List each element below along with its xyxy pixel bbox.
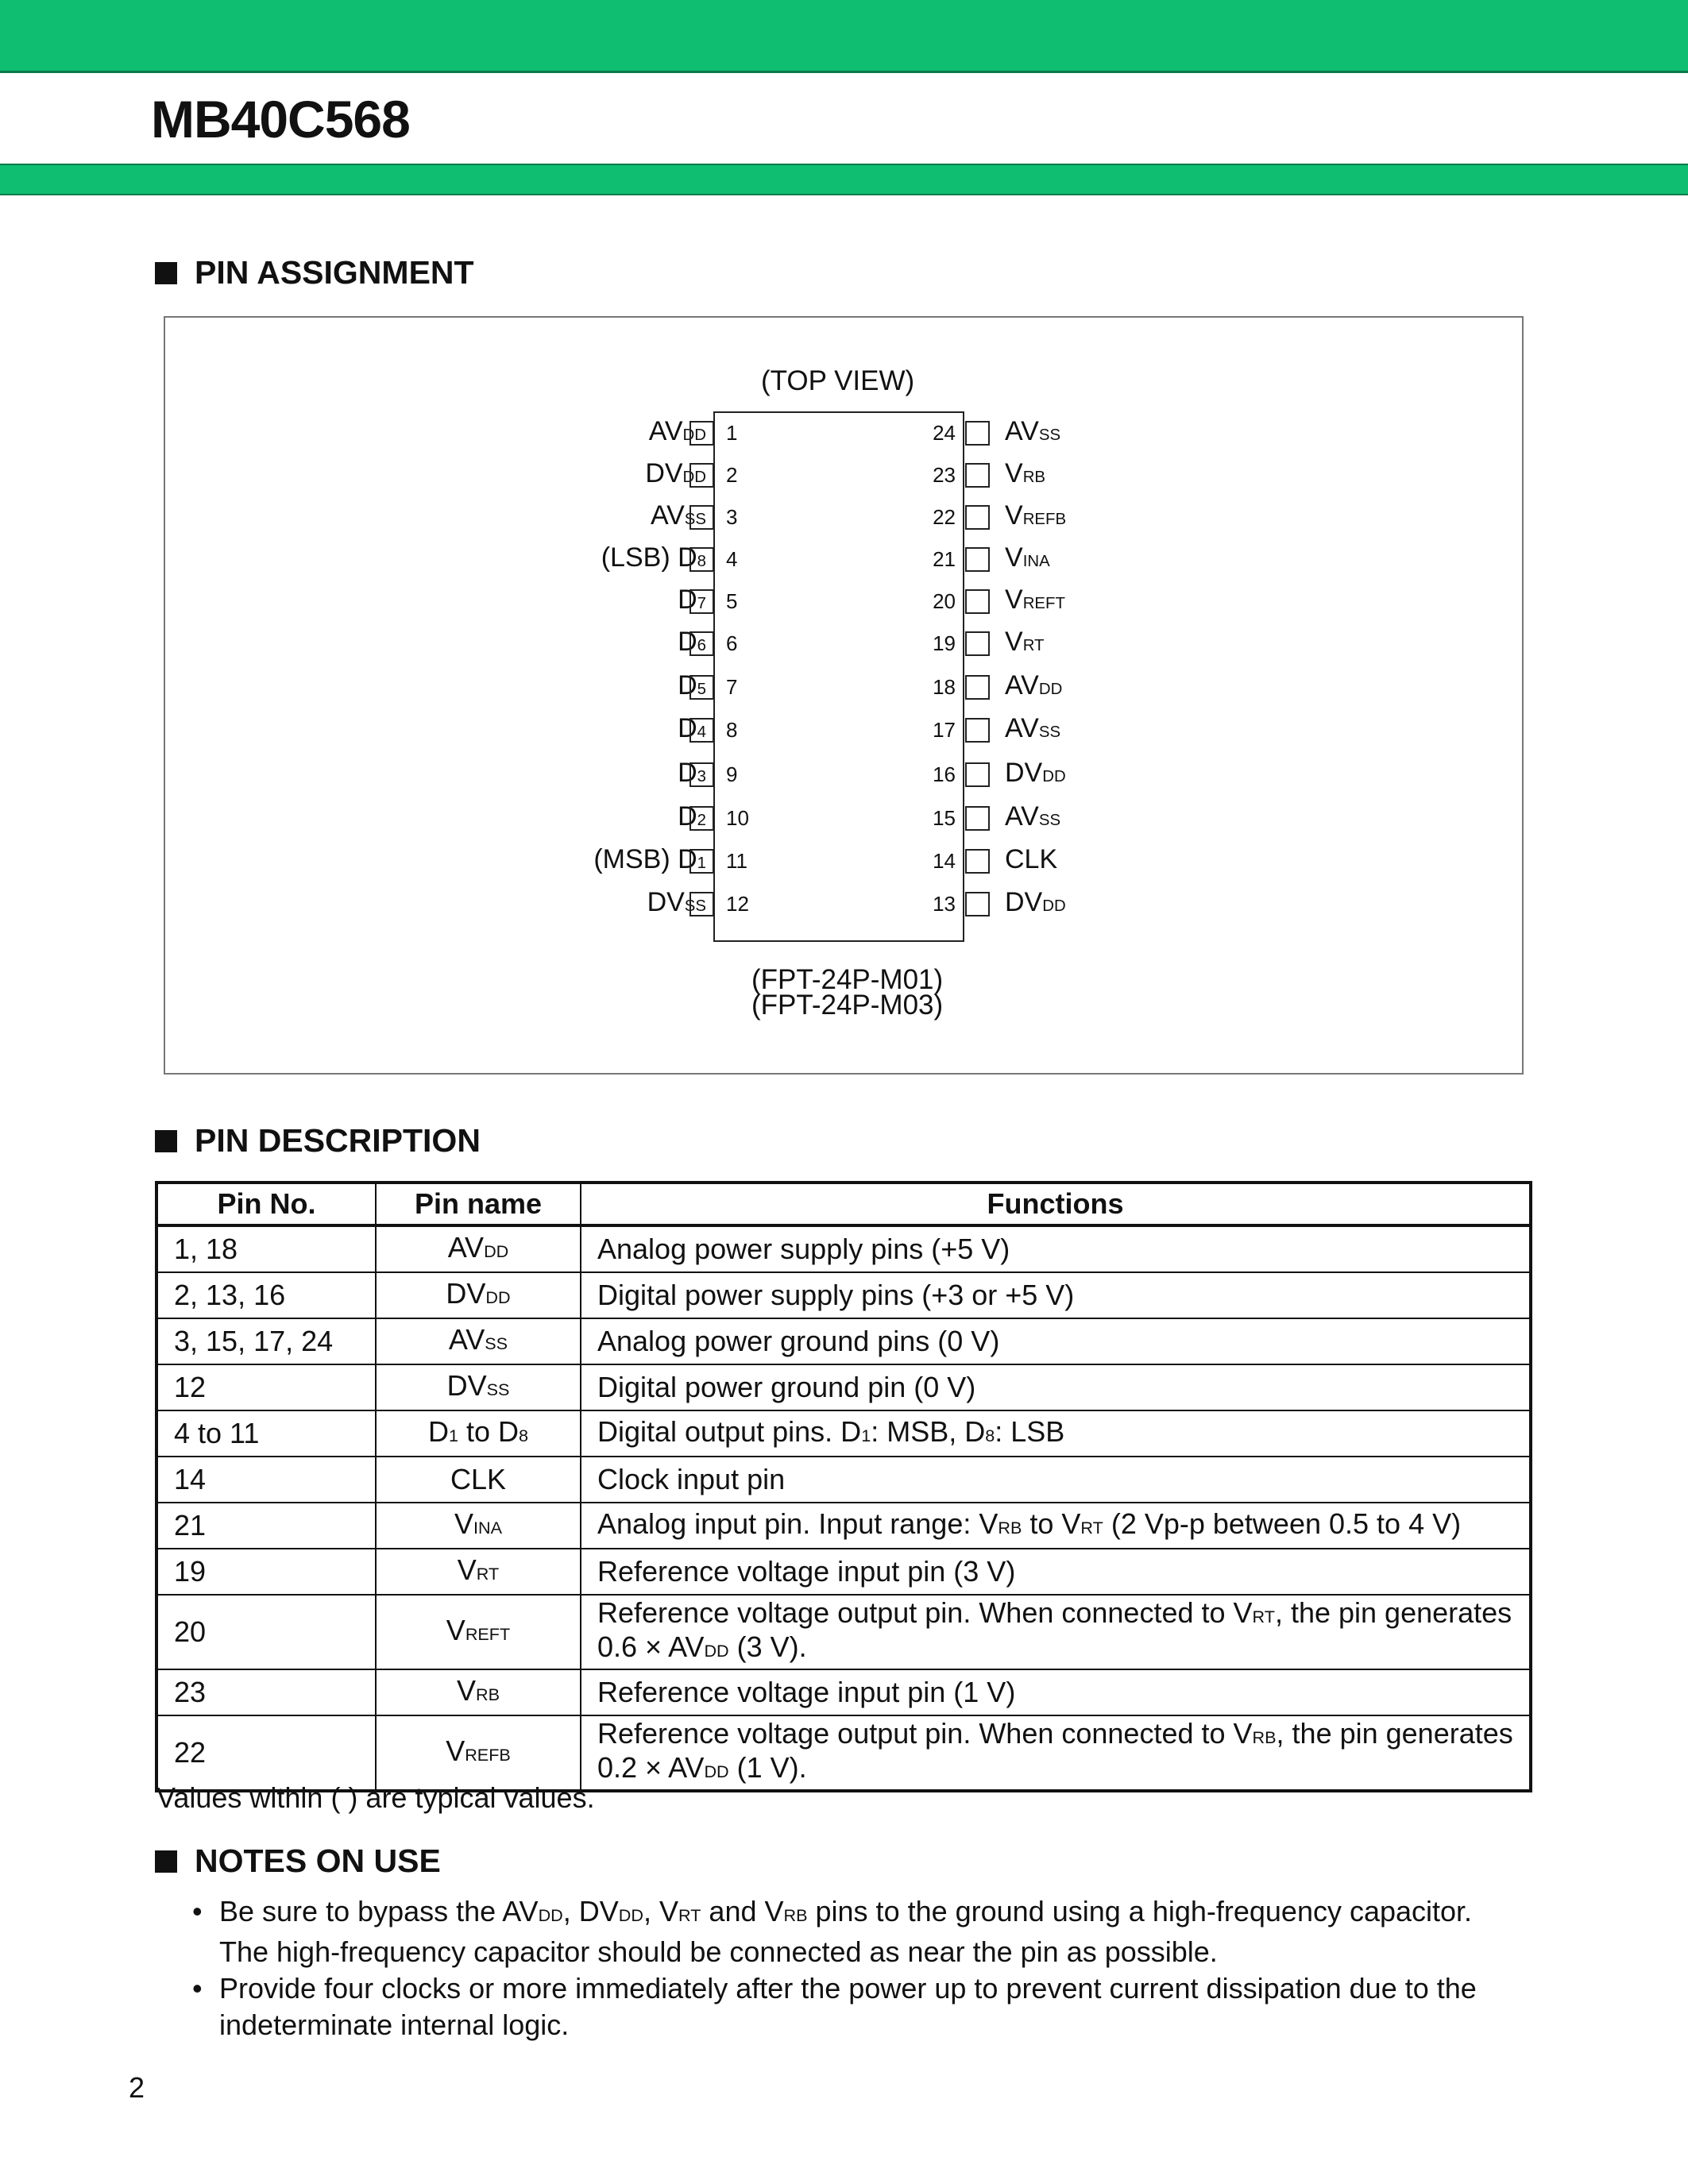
pin-label-subscript: DD	[1042, 897, 1066, 915]
pin-pad-icon	[965, 849, 990, 874]
pin-name-base: V	[456, 1673, 476, 1707]
right-pin-21	[0, 538, 1688, 580]
pin-number: 20	[933, 589, 956, 613]
pin-label-subscript: DD	[682, 469, 706, 486]
cell-pin-name	[376, 1595, 581, 1669]
note-item	[192, 1893, 1543, 1970]
pin-label-base: AV	[650, 500, 685, 531]
subscript: DD	[704, 1761, 729, 1781]
text-run: 0.2 × AV	[597, 1751, 705, 1784]
pin-label-base: DV	[647, 887, 685, 917]
pin-number: 18	[933, 675, 956, 699]
pin-name-base: V	[446, 1613, 465, 1646]
cell-pin-name	[376, 1318, 581, 1364]
cell-pin-name	[376, 1715, 581, 1791]
pin-name-subscript: REFT	[465, 1623, 511, 1644]
pin-label-base: AV	[1005, 713, 1039, 743]
table-row	[156, 1503, 1531, 1549]
text-run: Provide four clocks or more immediately after the power up to prevent current dissipation due to the	[219, 1972, 1477, 2005]
cell-pin-no: 2, 13, 16	[156, 1272, 376, 1318]
pin-label	[1005, 458, 1045, 489]
pin-label-subscript: SS	[684, 511, 706, 528]
text-run: Reference voltage input pin (3 V)	[597, 1555, 1016, 1588]
pin-number: 11	[726, 849, 747, 873]
table-row	[156, 1364, 1531, 1410]
text-run: Analog input pin. Input range: V	[597, 1507, 999, 1540]
right-pin-20	[0, 580, 1688, 622]
text-run: (3 V).	[728, 1630, 807, 1663]
pin-label-subscript: 8	[697, 553, 706, 570]
pin-number: 4	[726, 547, 738, 571]
pin-label-base: DV	[645, 458, 683, 488]
pin-name-subscript: 1	[448, 1425, 458, 1445]
pin-name-subscript: RT	[476, 1563, 500, 1584]
header-band-bottom	[0, 164, 1688, 195]
right-pin-18	[0, 666, 1688, 708]
pin-number: 2	[726, 463, 738, 487]
cell-pin-name	[376, 1364, 581, 1410]
top-view-label: (TOP VIEW)	[761, 365, 915, 396]
cell-function	[581, 1549, 1531, 1595]
pin-number: 16	[933, 762, 956, 786]
cell-pin-no: 20	[156, 1595, 376, 1669]
right-pin-19	[0, 622, 1688, 664]
pin-label	[1005, 801, 1060, 832]
cell-function	[581, 1318, 1531, 1364]
pin-name-base: CLK	[450, 1463, 507, 1495]
subscript: RB	[998, 1517, 1022, 1538]
table-row	[156, 1225, 1531, 1272]
pin-name-base: DV	[446, 1368, 487, 1402]
cell-function	[581, 1225, 1531, 1272]
cell-pin-no: 12	[156, 1364, 376, 1410]
text-run: (2 Vp-p between 0.5 to 4 V)	[1103, 1507, 1462, 1540]
right-pin-14	[0, 839, 1688, 882]
pin-number: 24	[933, 421, 956, 445]
notes-list	[192, 1893, 1543, 2043]
right-pin-16	[0, 753, 1688, 795]
table-row	[156, 1318, 1531, 1364]
table-row	[156, 1595, 1531, 1669]
pin-name-subscript: INA	[473, 1517, 502, 1538]
pin-label-subscript: DD	[1042, 768, 1066, 785]
subscript: 8	[985, 1425, 995, 1445]
pin-number: 7	[726, 675, 738, 699]
pin-name-subscript: DD	[485, 1287, 511, 1307]
pin-label-base: DV	[1005, 758, 1043, 788]
pin-number: 13	[933, 892, 956, 916]
pin-pad-icon	[965, 463, 990, 488]
cell-pin-name	[376, 1225, 581, 1272]
column-header-functions: Functions	[581, 1183, 1531, 1225]
table-row	[156, 1669, 1531, 1715]
subscript: RT	[1252, 1607, 1275, 1626]
right-pin-17	[0, 708, 1688, 751]
pin-pad-icon	[965, 631, 990, 656]
pin-name-base: V	[446, 1734, 465, 1767]
right-pin-22	[0, 496, 1688, 538]
cell-function	[581, 1595, 1531, 1669]
pin-description-heading-text: PIN DESCRIPTION	[195, 1122, 481, 1159]
text-run: to V	[1022, 1507, 1081, 1540]
pin-pad-icon	[965, 421, 990, 446]
pin-label-subscript: 1	[697, 855, 706, 872]
text-run: Reference voltage input pin (1 V)	[597, 1676, 1016, 1708]
pin-label-base: D	[678, 670, 697, 700]
package-code-2: (FPT-24P-M03)	[751, 990, 944, 1021]
pin-label-base: V	[1005, 458, 1023, 488]
text-run: : MSB, D	[871, 1414, 986, 1448]
pin-number: 15	[933, 806, 956, 830]
pin-label-prefix: (LSB)	[601, 542, 678, 573]
cell-pin-name	[376, 1669, 581, 1715]
pin-label-subscript: REFT	[1022, 595, 1065, 612]
pin-name-subscript: DD	[484, 1241, 509, 1261]
document-title: MB40C568	[151, 90, 410, 149]
cell-pin-no: 22	[156, 1715, 376, 1791]
pin-number: 21	[933, 547, 956, 571]
pin-pad-icon	[965, 892, 990, 916]
right-pin-24	[0, 411, 1688, 453]
pin-label-subscript: SS	[684, 897, 706, 915]
pin-name-base: AV	[447, 1230, 485, 1264]
pin-pad-icon	[965, 762, 990, 787]
pin-number: 3	[726, 505, 738, 529]
pin-label-subscript: 5	[697, 681, 706, 698]
pin-label-subscript: 2	[697, 812, 706, 829]
pin-number: 1	[726, 421, 738, 445]
text-run: indeterminate internal logic.	[219, 2008, 570, 2041]
square-bullet-icon	[155, 1850, 177, 1873]
note-item	[192, 1970, 1543, 2043]
cell-pin-no: 23	[156, 1669, 376, 1715]
pin-label	[1005, 585, 1065, 615]
pin-number: 8	[726, 718, 738, 742]
pin-label-base: D	[678, 585, 697, 615]
page-number: 2	[129, 2071, 145, 2104]
cell-pin-no: 21	[156, 1503, 376, 1549]
notes-heading-text: NOTES ON USE	[195, 1843, 441, 1879]
pin-label-base: V	[1005, 542, 1023, 573]
pin-label	[1005, 500, 1066, 531]
text-run: Clock input pin	[597, 1463, 786, 1495]
table-row	[156, 1457, 1531, 1503]
section-heading-notes-on-use	[155, 1843, 441, 1880]
pin-pad-icon	[965, 505, 990, 530]
cell-function	[581, 1272, 1531, 1318]
pin-pad-icon	[965, 675, 990, 700]
text-run: pins to the ground using a high-frequency capacitor.	[807, 1895, 1473, 1927]
pin-label-base: D	[678, 627, 697, 657]
text-run: Digital power supply pins (+3 or +5 V)	[597, 1279, 1075, 1311]
subscript: RT	[1080, 1517, 1103, 1538]
header-band-top	[0, 0, 1688, 73]
text-run: Digital output pins. D	[597, 1414, 862, 1448]
text-run: Reference voltage output pin. When connected to V	[597, 1717, 1253, 1750]
pin-name-subscript: SS	[485, 1333, 508, 1353]
pin-label-subscript: RT	[1022, 637, 1045, 654]
square-bullet-icon	[155, 262, 177, 284]
pin-number: 14	[933, 849, 956, 873]
pin-label-base: D	[678, 801, 697, 832]
text-run: and V	[701, 1895, 784, 1927]
pin-label-base: D	[678, 758, 697, 788]
cell-function	[581, 1364, 1531, 1410]
pin-label	[1005, 713, 1060, 744]
pin-number: 9	[726, 762, 738, 786]
pin-label-base: D	[678, 713, 697, 743]
subscript: RB	[1252, 1727, 1277, 1747]
cell-function	[581, 1503, 1531, 1549]
pin-name-subscript: RB	[476, 1684, 500, 1704]
pin-label-base: CLK	[1005, 844, 1058, 874]
pin-label	[1005, 844, 1057, 875]
pin-label-base: V	[1005, 500, 1023, 531]
pin-label	[1005, 887, 1066, 918]
table-row	[156, 1272, 1531, 1318]
subscript: DD	[538, 1905, 563, 1925]
text-run: Be sure to bypass the AV	[219, 1895, 539, 1927]
table-header-row	[156, 1183, 1531, 1225]
right-pin-23	[0, 453, 1688, 496]
pin-label	[1005, 670, 1062, 701]
pin-name-base: AV	[448, 1322, 485, 1356]
pin-pad-icon	[965, 806, 990, 831]
pin-label-subscript: 4	[697, 723, 706, 741]
subscript: RT	[678, 1905, 701, 1925]
pin-name-subscript: SS	[486, 1379, 510, 1399]
text-run: The high-frequency capacitor should be connected as near the pin as possible.	[219, 1935, 1218, 1968]
subscript: DD	[618, 1905, 643, 1925]
pin-name-base: V	[457, 1553, 477, 1586]
cell-pin-no: 3, 15, 17, 24	[156, 1318, 376, 1364]
right-pin-15	[0, 797, 1688, 839]
text-run: Analog power supply pins (+5 V)	[597, 1233, 1010, 1265]
text-run: : LSB	[995, 1414, 1065, 1448]
table-row	[156, 1715, 1531, 1791]
cell-pin-name	[376, 1272, 581, 1318]
text-run: Digital power ground pin (0 V)	[597, 1371, 976, 1403]
cell-pin-no: 4 to 11	[156, 1410, 376, 1457]
cell-function	[581, 1715, 1531, 1791]
cell-function	[581, 1410, 1531, 1457]
pin-label-subscript: RB	[1022, 469, 1046, 486]
pin-label-subscript: INA	[1022, 553, 1050, 570]
pin-name-base: DV	[446, 1276, 486, 1310]
pin-name-subscript: 8	[519, 1425, 529, 1445]
text-run: 0.6 × AV	[597, 1630, 705, 1663]
table-row	[156, 1410, 1531, 1457]
pin-label	[1005, 758, 1066, 789]
cell-pin-no: 1, 18	[156, 1225, 376, 1272]
pin-label-base: V	[1005, 627, 1023, 657]
pin-label-subscript: SS	[1038, 812, 1061, 829]
pin-label-base: AV	[648, 416, 683, 446]
pin-pad-icon	[965, 589, 990, 614]
section-heading-pin-assignment	[155, 254, 474, 291]
pin-label-subscript: 6	[697, 637, 706, 654]
pin-name-base: D	[427, 1414, 449, 1448]
section-heading-pin-description	[155, 1122, 481, 1160]
pin-label	[1005, 627, 1045, 658]
pin-label-prefix: (MSB)	[593, 844, 678, 874]
package-code-1: (FPT-24P-M01)	[751, 964, 944, 995]
cell-pin-no: 14	[156, 1457, 376, 1503]
cell-function	[581, 1669, 1531, 1715]
pin-number: 5	[726, 589, 738, 613]
text-run: Analog power ground pins (0 V)	[597, 1325, 1000, 1357]
text-run: Reference voltage output pin. When connected to V	[597, 1596, 1253, 1629]
subscript: RB	[783, 1905, 808, 1925]
pin-pad-icon	[965, 547, 990, 572]
pin-label-base: D	[678, 542, 697, 573]
pin-label-base: AV	[1005, 670, 1039, 700]
pin-description-table	[155, 1181, 1532, 1792]
pin-number: 23	[933, 463, 956, 487]
pin-number: 17	[933, 718, 956, 742]
cell-pin-name	[376, 1457, 581, 1503]
pin-label-subscript: 3	[697, 768, 706, 785]
table-row	[156, 1549, 1531, 1595]
pin-label-subscript: SS	[1038, 426, 1061, 444]
column-header-pin-no: Pin No.	[156, 1183, 376, 1225]
pin-label-base: AV	[1005, 416, 1039, 446]
cell-pin-name	[376, 1503, 581, 1549]
pin-number: 19	[933, 631, 956, 655]
pin-label	[1005, 416, 1060, 447]
right-pin-13	[0, 882, 1688, 924]
pin-label-subscript: SS	[1038, 723, 1061, 741]
pin-number: 12	[726, 892, 749, 916]
pin-name-base: V	[454, 1507, 473, 1540]
subscript: 1	[861, 1425, 871, 1445]
cell-function	[581, 1457, 1531, 1503]
pin-number: 22	[933, 505, 956, 529]
text-run: (1 V).	[728, 1751, 807, 1784]
pin-number: 6	[726, 631, 738, 655]
pin-name-tail: to D	[458, 1414, 520, 1448]
text-run: , V	[643, 1895, 679, 1927]
text-run: , the pin generates	[1274, 1596, 1512, 1629]
pin-label-subscript: 7	[697, 595, 706, 612]
pin-label-subscript: DD	[682, 426, 706, 444]
cell-pin-name	[376, 1549, 581, 1595]
pin-label-base: DV	[1005, 887, 1043, 917]
pin-name-subscript: REFB	[465, 1744, 511, 1765]
text-run: , DV	[562, 1895, 619, 1927]
text-run: , the pin generates	[1276, 1717, 1513, 1750]
pin-label-base: D	[678, 844, 697, 874]
column-header-pin-name: Pin name	[376, 1183, 581, 1225]
pin-pad-icon	[965, 718, 990, 743]
pin-label-base: V	[1005, 585, 1023, 615]
pin-assignment-heading-text: PIN ASSIGNMENT	[195, 254, 474, 291]
cell-pin-no: 19	[156, 1549, 376, 1595]
subscript: DD	[704, 1641, 729, 1661]
pin-label-subscript: DD	[1038, 681, 1063, 698]
square-bullet-icon	[155, 1130, 177, 1152]
pin-number: 10	[726, 806, 749, 830]
pin-label	[1005, 542, 1050, 573]
cell-pin-name	[376, 1410, 581, 1457]
pin-label-subscript: REFB	[1022, 511, 1067, 528]
typical-values-footnote: Values within ( ) are typical values.	[156, 1781, 595, 1814]
pin-label-base: AV	[1005, 801, 1039, 832]
